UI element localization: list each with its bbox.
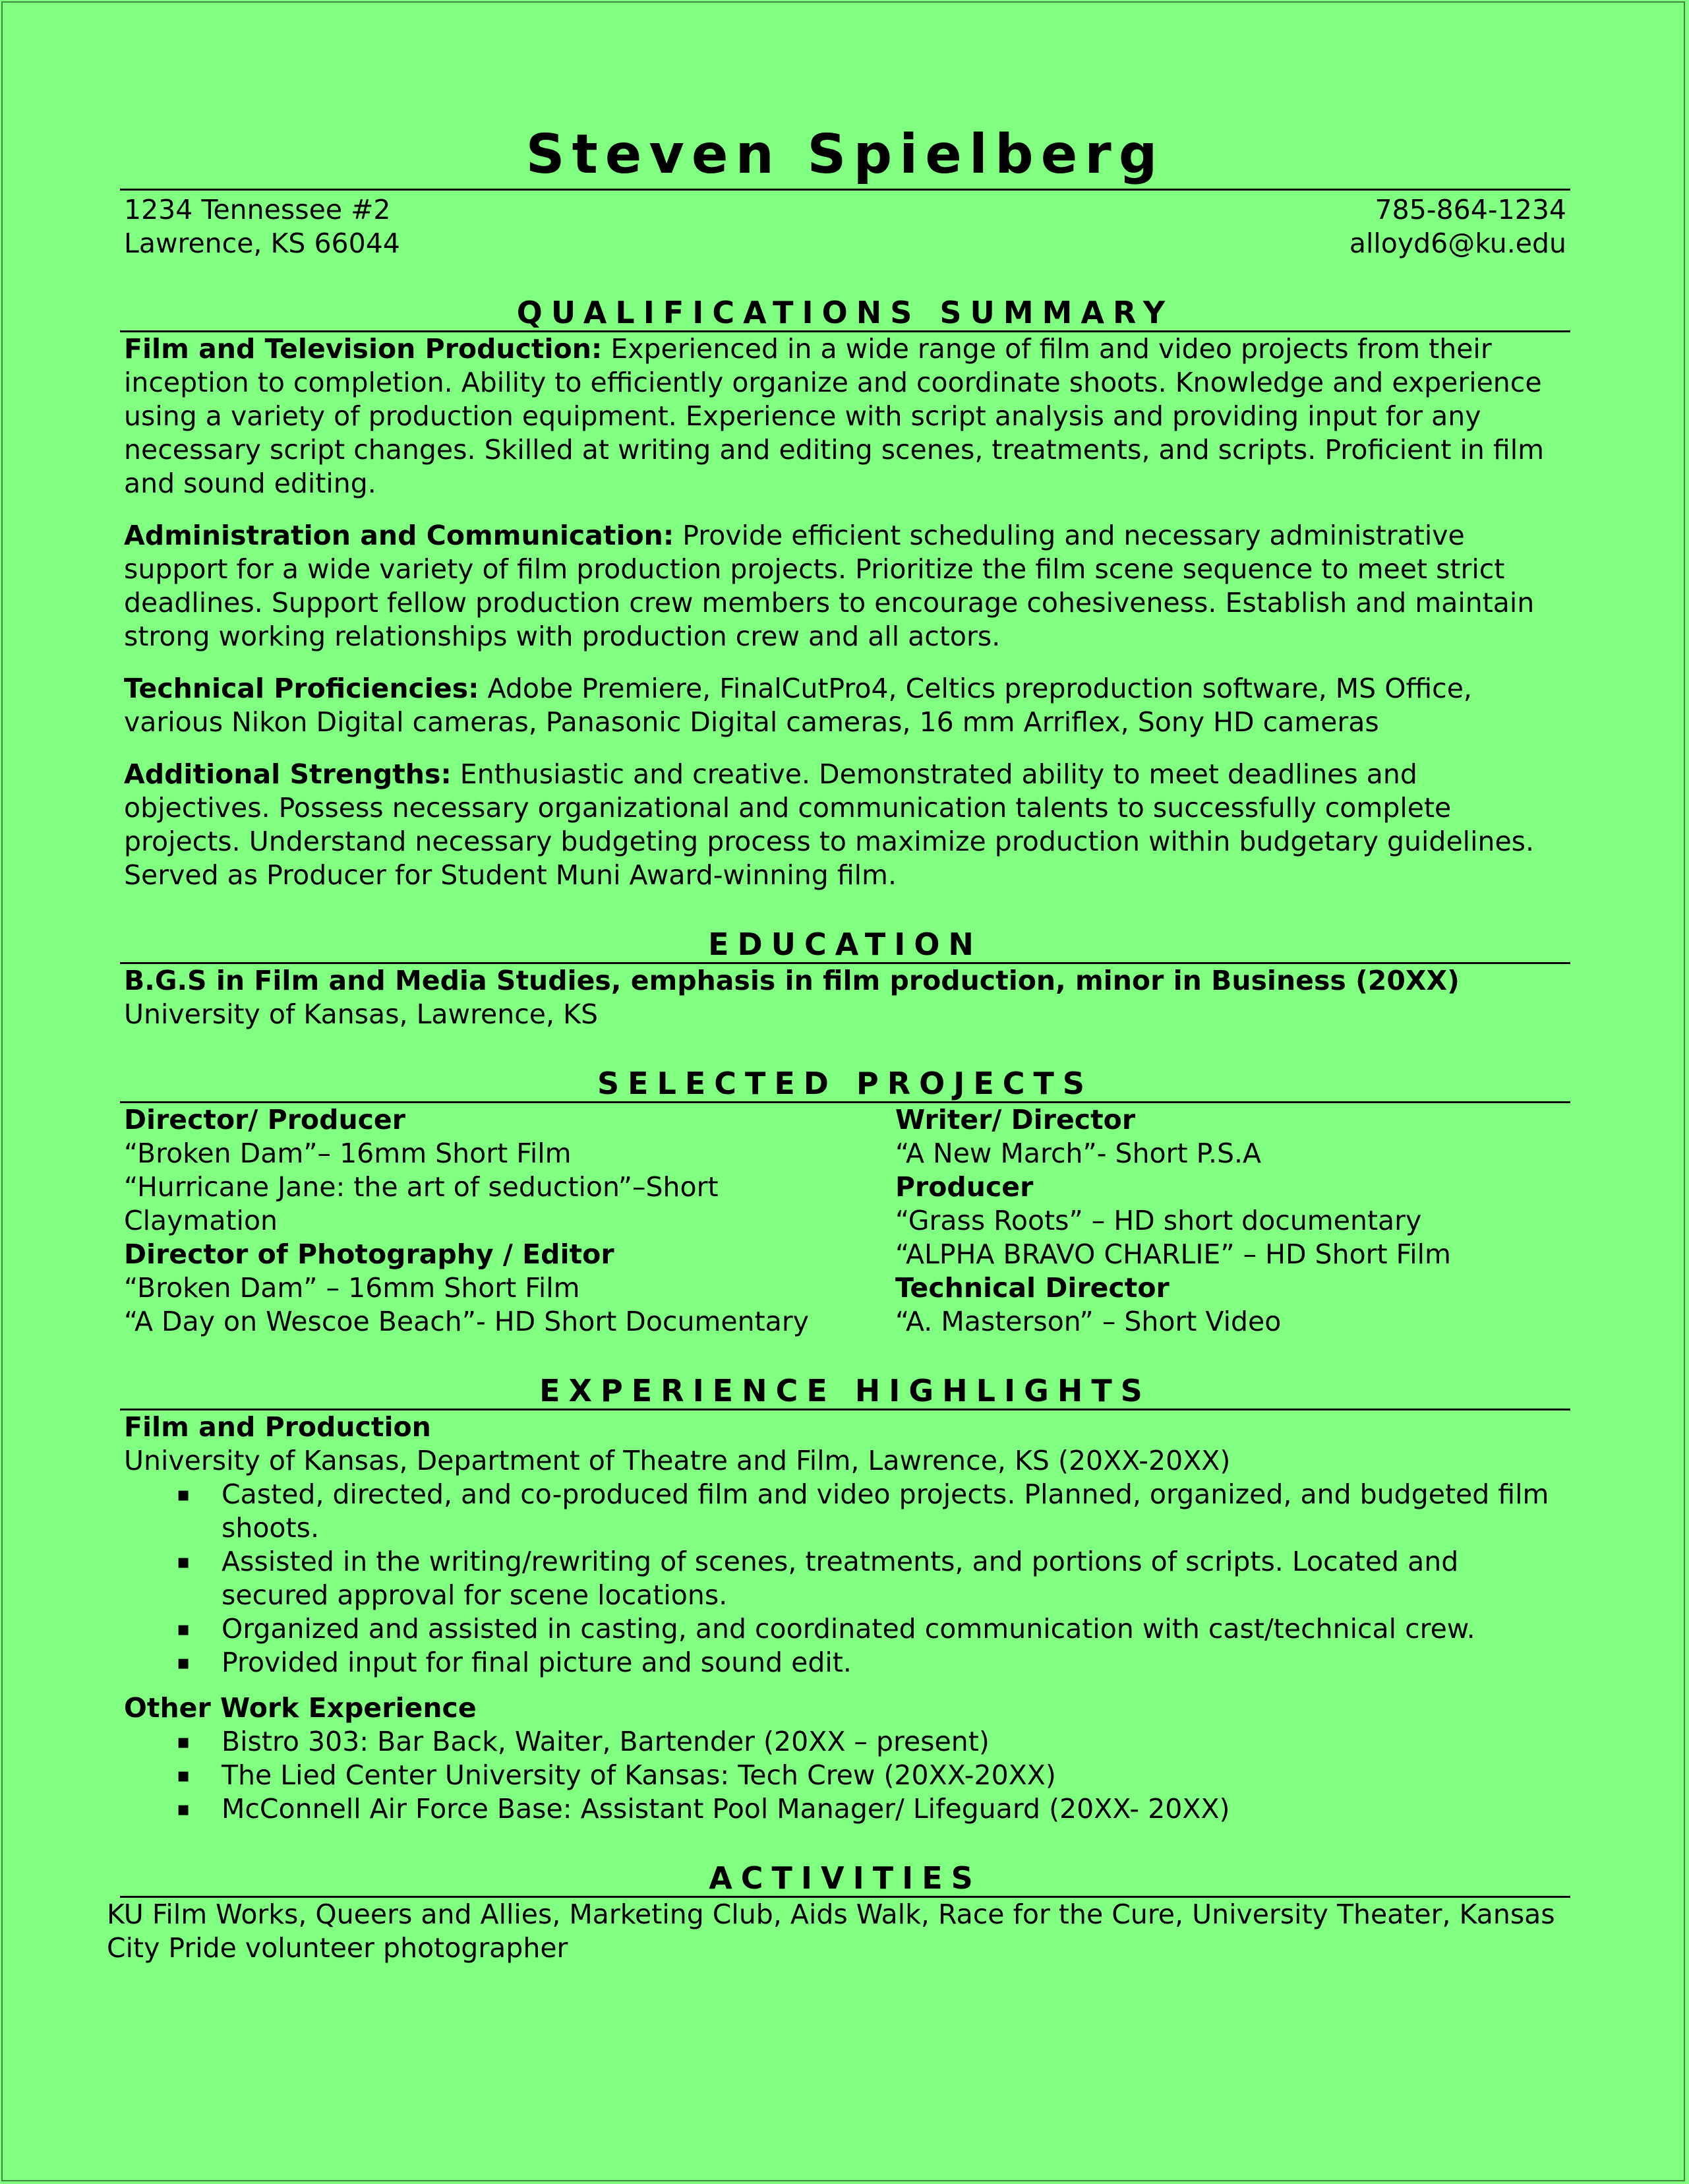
school: University of Kansas, Lawrence, KS (124, 998, 599, 1030)
list-item (124, 1725, 1566, 1759)
qualification-label: Film and Television Production: (124, 333, 603, 365)
projects-left-column (124, 1103, 895, 1339)
project-item: “ALPHA BRAVO CHARLIE” – HD Short Film (895, 1238, 1451, 1270)
project-item: “A Day on Wescoe Beach”- HD Short Documentary (124, 1306, 809, 1337)
project-role: Writer/ Director (895, 1104, 1136, 1136)
project-item: “A New March”- Short P.S.A (895, 1138, 1262, 1169)
qualification-item (124, 672, 1566, 739)
section-heading-activities: ACTIVITIES (120, 1860, 1570, 1898)
project-role: Director of Photography / Editor (124, 1238, 614, 1270)
email: alloyd6@ku.edu (1349, 228, 1566, 259)
qualification-item (124, 758, 1566, 892)
experience-section (120, 1410, 1570, 1826)
bullet-text: Casted, directed, and co-produced film and video projects. Planned, organized, and budgeted film shoots. (222, 1478, 1549, 1544)
project-role: Director/ Producer (124, 1104, 405, 1136)
list-item (124, 1646, 1566, 1680)
bullet-icon: ▪ (177, 1483, 191, 1506)
experience-title-film: Film and Production (124, 1411, 431, 1443)
qualification-label: Administration and Communication: (124, 520, 674, 551)
bullet-text: Organized and assisted in casting, and coordinated communication with cast/technical crew. (222, 1613, 1475, 1645)
phone: 785-864-1234 (1375, 194, 1566, 226)
list-item (124, 1759, 1566, 1792)
activities-text: KU Film Works, Queers and Allies, Marketing Club, Aids Walk, Race for the Cure, University Theater, Kansas City Pride volunteer photographer (107, 1898, 1555, 1964)
qualification-item (124, 332, 1566, 501)
contact-details (1349, 193, 1566, 260)
degree: B.G.S in Film and Media Studies, emphasis in film production, minor in Business (20XX) (124, 965, 1460, 996)
bullet-text: The Lied Center University of Kansas: Tech Crew (20XX-20XX) (222, 1759, 1056, 1791)
contact-block (120, 191, 1570, 260)
qualification-text: Enthusiastic and creative. Demonstrated ability to meet deadlines and objectives. Possess necessary organizational and communication talents to successfully complete projects. Understand necessary budgeting process to maximize production within budgetary guidelines. Served as Producer for Student Muni Award-winning film. (124, 758, 1535, 891)
list-item (124, 1545, 1566, 1612)
resume-name: Steven Spielberg (120, 125, 1570, 191)
qualification-label: Additional Strengths: (124, 758, 452, 790)
bullet-icon: ▪ (177, 1550, 191, 1573)
address-line-2: Lawrence, KS 66044 (124, 228, 400, 259)
experience-title-other: Other Work Experience (124, 1692, 477, 1724)
bullet-icon: ▪ (177, 1764, 191, 1787)
list-item (124, 1478, 1566, 1545)
section-heading-projects: SELECTED PROJECTS (120, 1066, 1570, 1103)
qualification-text: Adobe Premiere, FinalCutPro4, Celtics preproduction software, MS Office, various Nikon Digital cameras, Panasonic Digital cameras, 16 mm Arriflex, Sony HD cameras (124, 673, 1472, 738)
resume (107, 123, 1570, 1965)
projects-right-column (895, 1103, 1566, 1339)
project-role: Producer (895, 1171, 1034, 1203)
bullet-icon: ▪ (177, 1618, 191, 1641)
project-item: “Broken Dam” – 16mm Short Film (124, 1272, 580, 1304)
bullet-text: Assisted in the writing/rewriting of scenes, treatments, and portions of scripts. Located and secured approval for scene locations. (222, 1546, 1459, 1611)
qualification-label: Technical Proficiencies: (124, 673, 479, 704)
bullet-icon: ▪ (177, 1651, 191, 1674)
film-bullet-list (124, 1478, 1566, 1680)
qualification-text: Provide efficient scheduling and necessary administrative support for a wide variety of film production projects. Prioritize the film scene sequence to meet strict deadlines. Support fellow production crew members to encourage cohesiveness. Establish and maintain strong working relationships with production crew and all actors. (124, 520, 1535, 652)
address-line-1: 1234 Tennessee #2 (124, 194, 391, 226)
project-item: “Grass Roots” – HD short documentary (895, 1205, 1422, 1236)
section-heading-experience: EXPERIENCE HIGHLIGHTS (120, 1373, 1570, 1410)
address (124, 193, 400, 260)
project-item: “Hurricane Jane: the art of seduction”–Short Claymation (124, 1171, 719, 1236)
section-heading-qualifications: QUALIFICATIONS SUMMARY (120, 295, 1570, 332)
other-bullet-list (124, 1725, 1566, 1826)
section-heading-education: EDUCATION (120, 926, 1570, 964)
qualification-text: Experienced in a wide range of film and video projects from their inception to completion. Ability to efficiently organize and coordinate shoots. Knowledge and experience using a variety of production equipment. Experience with script analysis and providing input for any necessary script changes. Skilled at writing and editing scenes, treatments, and scripts. Proficient in film and sound editing. (124, 333, 1545, 499)
bullet-text: McConnell Air Force Base: Assistant Pool Manager/ Lifeguard (20XX- 20XX) (222, 1793, 1230, 1825)
bullet-text: Bistro 303: Bar Back, Waiter, Bartender (20XX – present) (222, 1726, 990, 1757)
bullet-text: Provided input for final picture and sound edit. (222, 1647, 852, 1678)
education-section (120, 964, 1570, 1031)
bullet-icon: ▪ (177, 1730, 191, 1753)
qualifications-section (120, 332, 1570, 892)
qualification-item (124, 519, 1566, 653)
list-item (124, 1612, 1566, 1646)
projects-section (120, 1103, 1570, 1339)
list-item (124, 1792, 1566, 1826)
experience-org: University of Kansas, Department of Theatre and Film, Lawrence, KS (20XX-20XX) (124, 1445, 1231, 1476)
bullet-icon: ▪ (177, 1798, 191, 1821)
project-role: Technical Director (895, 1272, 1170, 1304)
project-item: “A. Masterson” – Short Video (895, 1306, 1282, 1337)
project-item: “Broken Dam”– 16mm Short Film (124, 1138, 572, 1169)
